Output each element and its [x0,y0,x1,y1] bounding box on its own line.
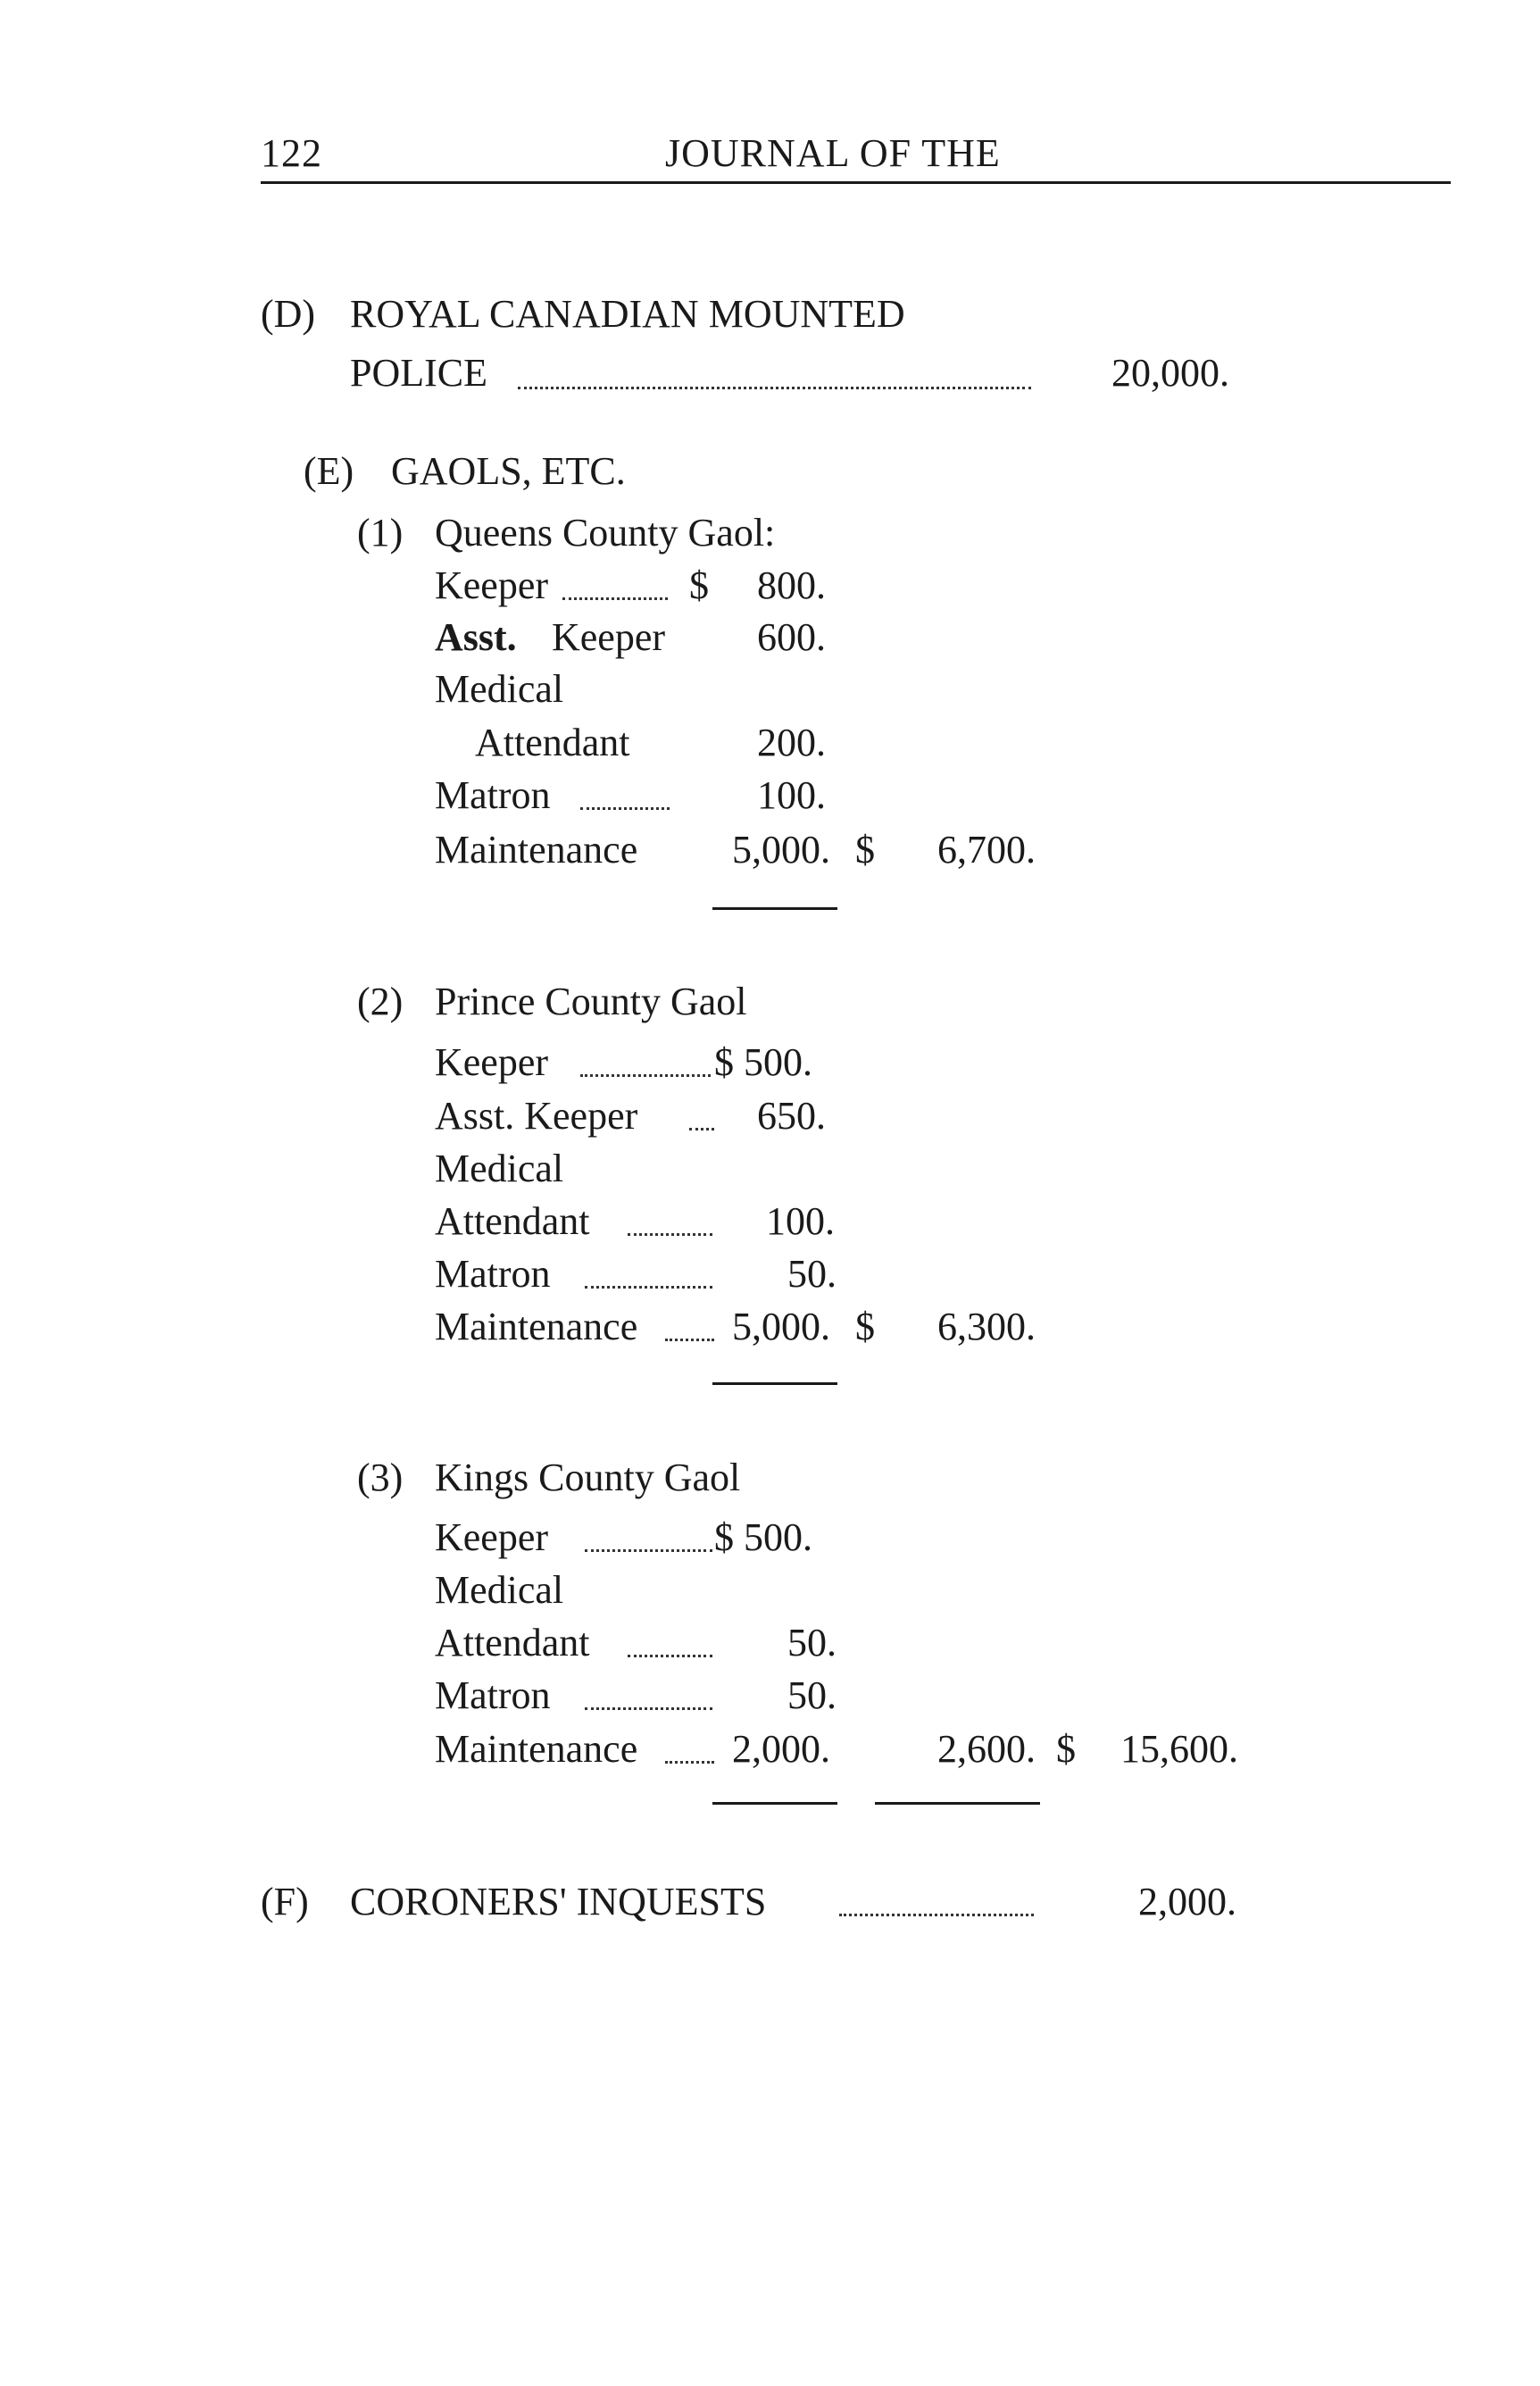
leader-dots [665,1339,714,1341]
section-f-title: CORONERS' INQUESTS [350,1880,767,1923]
kings-matron-label: Matron [435,1673,551,1717]
leader-dots [839,1914,1034,1916]
section-d-title-line2: POLICE [350,351,487,395]
leader-dots [562,597,668,600]
queens-attendant-label: Attendant [475,721,630,764]
leader-dots [585,1707,712,1710]
leader-dots [628,1655,712,1657]
queens-attendant-value: 200. [757,721,826,764]
section-f-amount: 2,000. [1138,1880,1236,1923]
queens-keeper-value: 800. [757,563,826,607]
leader-dots [585,1549,712,1552]
queens-maintenance-label: Maintenance [435,828,638,872]
leader-dots [585,1286,712,1289]
prince-matron-label: Matron [435,1252,551,1296]
queens-title: Queens County Gaol: [435,511,776,555]
queens-keeper-label: Keeper [435,563,549,607]
queens-total: 6,700. [937,828,1036,872]
section-d-label: (D) [261,292,316,336]
queens-asst-label2: Keeper [552,615,666,659]
queens-asst-value: 600. [757,615,826,659]
prince-attendant-value: 100. [766,1199,835,1243]
running-title: JOURNAL OF THE [665,131,1001,175]
queens-asst-label: Asst. [435,615,517,659]
subtotal-rule [712,1382,837,1385]
leader-dots [518,387,1031,389]
kings-medical-label: Medical [435,1568,564,1612]
queens-keeper-dollar: $ [689,563,709,607]
section-d-amount: 20,000. [1111,351,1229,395]
prince-maintenance-value: 5,000. [732,1305,830,1348]
leader-dots [665,1761,714,1764]
kings-title: Kings County Gaol [435,1456,741,1499]
prince-keeper-value: $ 500. [714,1040,812,1084]
section-f-label: (F) [261,1880,309,1923]
queens-matron-value: 100. [757,773,826,817]
prince-total: 6,300. [937,1305,1036,1348]
kings-keeper-label: Keeper [435,1515,549,1559]
queens-maintenance-value: 5,000. [732,828,830,872]
grand-total: 15,600. [1120,1727,1238,1771]
prince-medical-label: Medical [435,1147,564,1190]
prince-matron-value: 50. [787,1252,837,1296]
leader-dots [628,1233,712,1236]
kings-keeper-value: $ 500. [714,1515,812,1559]
kings-total: 2,600. [937,1727,1036,1771]
prince-maintenance-label: Maintenance [435,1305,638,1348]
kings-maintenance-label: Maintenance [435,1727,638,1771]
queens-matron-label: Matron [435,773,551,817]
kings-attendant-label: Attendant [435,1621,590,1664]
prince-asst-value: 650. [757,1094,826,1138]
prince-label: (2) [357,980,404,1023]
leader-dots [689,1128,714,1130]
header-rule [261,181,1451,184]
leader-dots [580,807,670,810]
subtotal-rule [712,1802,837,1805]
queens-label: (1) [357,511,404,555]
prince-total-dollar: $ [855,1305,875,1348]
prince-title: Prince County Gaol [435,980,747,1023]
prince-keeper-label: Keeper [435,1040,549,1084]
section-e-title: GAOLS, ETC. [391,449,626,493]
subtotal-rule [875,1802,1040,1805]
prince-attendant-label: Attendant [435,1199,590,1243]
section-e-label: (E) [304,449,354,493]
section-d-title-line1: ROYAL CANADIAN MOUNTED [350,292,905,336]
queens-total-dollar: $ [855,828,875,872]
leader-dots [580,1074,711,1077]
kings-maintenance-value: 2,000. [732,1727,830,1771]
prince-asst-label: Asst. Keeper [435,1094,638,1138]
subtotal-rule [712,907,837,910]
page-number: 122 [261,131,322,175]
queens-medical-label: Medical [435,667,564,711]
grand-total-dollar: $ [1056,1727,1076,1771]
kings-label: (3) [357,1456,404,1499]
kings-attendant-value: 50. [787,1621,837,1664]
kings-matron-value: 50. [787,1673,837,1717]
